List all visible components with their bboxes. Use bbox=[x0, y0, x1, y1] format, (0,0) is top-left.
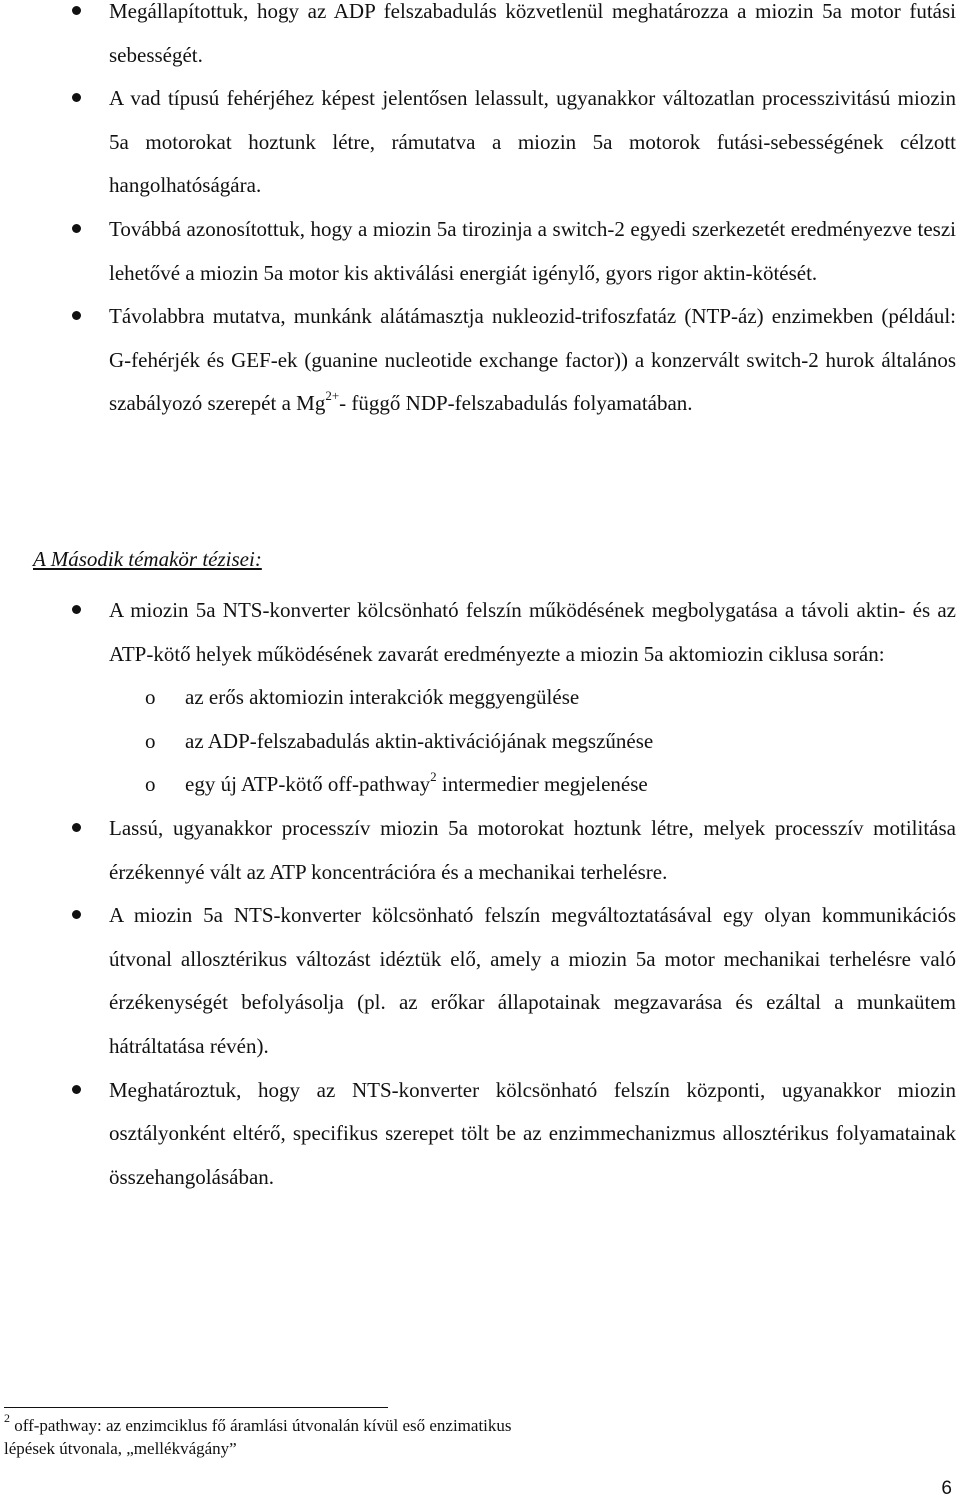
bullet-text: A vad típusú fehérjéhez képest jelentősen lelassult, ugyanakkor változatlan processzivitású miozin 5a motorokat hoztunk létre, rámutatva a miozin 5a motorok futási-sebességének célzott hangolhatóságára. bbox=[109, 86, 956, 198]
footnote bbox=[4, 1411, 564, 1460]
bullet-text: Lassú, ugyanakkor processzív miozin 5a motorokat hoztunk létre, melyek processzív motilitása érzékennyé vált az ATP koncentrációra és a mechanikai terhelésre. bbox=[109, 815, 956, 884]
bullet-text: A miozin 5a NTS-konverter kölcsönható felszín működésének megbolygatása a távoli aktin- és az ATP-kötő helyek működésének zavarát eredményezte a miozin 5a aktomiozin ciklusa során: bbox=[109, 598, 956, 666]
footnote-reference: 2 bbox=[430, 769, 437, 785]
bullet-text: Megállapítottuk, hogy az ADP felszabadulás közvetlenül meghatározza a miozin 5a motor futási sebességét. bbox=[109, 0, 956, 67]
sub-item-text-part: egy új ATP-kötő off-pathway bbox=[185, 772, 431, 797]
sub-item bbox=[0, 720, 956, 764]
sub-list bbox=[0, 676, 956, 807]
bullet-dot-icon bbox=[72, 910, 81, 919]
thesis-bullet bbox=[0, 0, 960, 77]
section-heading: A Második témakör tézisei: bbox=[33, 547, 262, 571]
thesis-bullet bbox=[0, 589, 960, 807]
bullet-text: Meghatároztuk, hogy az NTS-konverter kölcsönható felszín központi, ugyanakkor miozin osztályonként eltérő, specifikus szerepet tölt be az enzimmechanizmus allosztérikus folyamatainak összehangolásában. bbox=[109, 1077, 956, 1189]
bullet-dot-icon bbox=[72, 605, 81, 614]
thesis-bullet bbox=[0, 1069, 960, 1200]
bullet-dot-icon bbox=[72, 224, 81, 233]
footnote-number: 2 bbox=[4, 1411, 10, 1426]
bullet-text: A miozin 5a NTS-konverter kölcsönható felszín megváltoztatásával egy olyan kommunikációs útvonal allosztérikus változást idéztük elő, amely a miozin 5a motor mechanikai terhelésre való érzékenységét befolyásolja (pl. az erőkar állapotainak megzavarása és ezáltal a munkaütem hátráltatása révén). bbox=[109, 903, 956, 1058]
bullet-text-part: Távolabbra mutatva, munkánk alátámasztja nukleozid-trifoszfatáz (NTP-áz) enzimekben (például: G-fehérjék és GEF-ek (guanine nucleotide exchange factor)) a konzervált switch-2 hurok általános szabályozó szerepét a Mg bbox=[109, 304, 956, 416]
sub-item-text-part: intermedier megjelenése bbox=[436, 772, 648, 797]
bullet-text-part: - függő NDP-felszabadulás folyamatában. bbox=[339, 391, 693, 416]
thesis-bullet bbox=[0, 295, 960, 426]
sub-bullet-marker: o bbox=[145, 685, 156, 710]
footnote-text: off-pathway: az enzimciklus fő áramlási útvonalán kívül eső enzimatikus lépések útvonala, „mellékvágány” bbox=[4, 1416, 512, 1458]
sub-bullet-marker: o bbox=[145, 772, 156, 797]
thesis-bullet bbox=[0, 807, 960, 894]
thesis-list-1 bbox=[0, 0, 960, 426]
footnote-separator bbox=[4, 1407, 388, 1408]
bullet-text: Továbbá azonosítottuk, hogy a miozin 5a tirozinja a switch-2 egyedi szerkezetét eredményezve teszi lehetővé a miozin 5a motor kis aktiválási energiát igénylő, gyors rigor aktin-kötését. bbox=[109, 216, 956, 285]
sub-item bbox=[0, 763, 956, 807]
thesis-bullet bbox=[0, 77, 960, 208]
thesis-bullet bbox=[0, 894, 960, 1068]
bullet-dot-icon bbox=[72, 311, 81, 320]
sub-item bbox=[0, 676, 956, 720]
bullet-dot-icon bbox=[72, 6, 81, 15]
bullet-dot-icon bbox=[72, 93, 81, 102]
sub-item-text: az erős aktomiozin interakciók meggyengülése bbox=[185, 685, 580, 710]
bullet-dot-icon bbox=[72, 823, 81, 832]
sub-bullet-marker: o bbox=[145, 728, 156, 753]
bullet-dot-icon bbox=[72, 1085, 81, 1094]
thesis-list-2 bbox=[0, 589, 960, 1199]
sub-item-text: az ADP-felszabadulás aktin-aktivációjának megszűnése bbox=[185, 728, 654, 753]
superscript: 2+ bbox=[325, 388, 340, 404]
thesis-bullet bbox=[0, 208, 960, 295]
page-number: 6 bbox=[941, 1478, 952, 1499]
